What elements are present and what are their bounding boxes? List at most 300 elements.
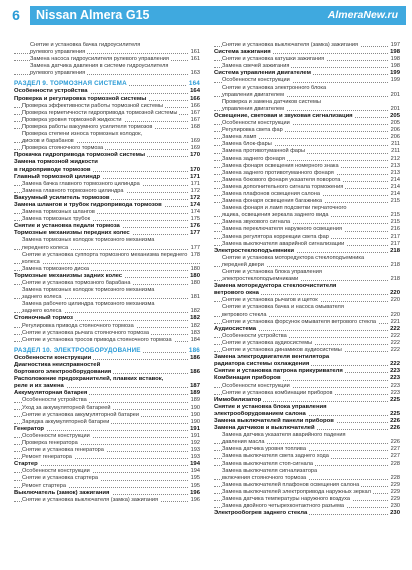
toc-entry-title: Электростеклоподъемники	[214, 247, 294, 254]
toc-entry	[214, 255, 400, 262]
toc-page-number: 186	[190, 354, 200, 361]
toc-entry	[14, 195, 200, 202]
toc-page-number: 186	[188, 346, 200, 354]
toc-entry	[14, 138, 200, 145]
toc-page-number: 195	[190, 482, 200, 489]
toc-page-number: 169	[190, 145, 200, 152]
toc-page-number: 215	[390, 212, 400, 219]
toc-page-number: 220	[390, 290, 400, 297]
toc-page-number: 225	[390, 410, 400, 417]
toc-entry	[214, 425, 400, 432]
toc-entry-title: электрооборудованием салона	[214, 410, 306, 417]
toc-entry-title: Снятие и установка патрона прикуривателя	[214, 368, 343, 375]
toc-entry-title: Замена бокового фонаря указателя поворота	[222, 176, 341, 183]
toc-entry-title: Проверка эффективности работы тормозной системы	[22, 102, 163, 109]
toc-entry	[214, 219, 400, 226]
toc-entry	[214, 170, 400, 177]
toc-entry-title: Снятие и установка форсунок омывателя ветрового стекла	[222, 318, 377, 325]
toc-page-number: 217	[390, 233, 400, 240]
toc-page-number: 220	[390, 311, 400, 318]
toc-page-number: 180	[190, 265, 200, 272]
toc-entry-title: заднего колеса	[22, 294, 62, 301]
toc-entry-title: Тормозные механизмы передних колес	[14, 230, 130, 237]
toc-entry	[14, 383, 200, 390]
toc-entry-title: Замена датчиков и выключателей	[214, 425, 315, 432]
toc-entry-title: Замена главного тормозного цилиндра	[22, 187, 124, 194]
toc-entry-title: Проверка герметичности гидропривода тормозной системы	[22, 109, 178, 116]
toc-page-number: 223	[390, 382, 400, 389]
toc-entry	[14, 483, 200, 490]
toc-entry-title: Проверка работы вакуумного усилителя тормозов	[22, 123, 153, 130]
toc-page-number: 169	[190, 138, 200, 145]
toc-entry	[214, 248, 400, 255]
toc-entry	[14, 497, 200, 504]
toc-entry	[214, 503, 400, 510]
toc-entry-title: Снятие и установка комбинации приборов	[222, 389, 333, 396]
toc-entry-title: Замена ламп	[222, 134, 257, 141]
page-number: 6	[6, 6, 26, 25]
toc-entry	[14, 88, 200, 95]
toc-entry	[214, 326, 400, 333]
toc-entry-title: Система зажигания	[214, 49, 271, 56]
toc-entry	[214, 446, 400, 453]
toc-entry	[214, 49, 400, 56]
toc-entry-title: Замена выключателя аварийной сигнализации	[222, 240, 345, 247]
toc-entry-title: Генератор	[14, 425, 45, 432]
toc-entry-title: рулевого управления	[30, 49, 86, 56]
toc-entry	[214, 290, 400, 297]
toc-entry	[14, 174, 200, 181]
toc-entry-title: Замена датчика давления в системе гидроусилителя	[30, 63, 169, 70]
toc-page-number: 194	[190, 461, 200, 468]
toc-entry-title: дисков и барабанов	[22, 138, 74, 145]
toc-entry-title: Снятие и установка аудиосистемы	[222, 339, 313, 346]
toc-page-number: 177	[190, 230, 200, 237]
toc-entry-title: Замена дополнительного сигнала торможения	[222, 183, 344, 190]
toc-entry-title: Стояночный тормоз	[14, 315, 73, 322]
toc-entry	[214, 42, 400, 49]
toc-entry-title: ящика, освещения зеркала заднего вида	[222, 212, 329, 219]
toc-page-number: 183	[190, 329, 200, 336]
toc-page-number: 164	[188, 80, 200, 88]
toc-page-number: 218	[390, 261, 400, 268]
toc-page-number: 215	[390, 219, 400, 226]
toc-entry	[214, 496, 400, 503]
toc-entry-title: давления масла	[222, 439, 265, 446]
toc-entry-title: Освещение, световая и звуковая сигнализация	[214, 112, 353, 119]
toc-entry	[14, 355, 200, 362]
toc-entry-title: бортового электрооборудования	[14, 369, 112, 376]
toc-entry	[14, 475, 200, 482]
toc-entry	[214, 432, 400, 439]
toc-page-number: 175	[190, 216, 200, 223]
toc-entry	[214, 390, 400, 397]
toc-page-number: 199	[390, 70, 400, 77]
toc-entry-title: Замена бачка главного тормозного цилиндра	[22, 180, 140, 187]
toc-entry	[214, 205, 400, 212]
toc-entry	[214, 461, 400, 468]
toc-entry	[14, 405, 200, 412]
toc-entry-title: Регулировка привода стояночного тормоза	[22, 322, 134, 329]
toc-page-number: 199	[390, 77, 400, 84]
toc-entry-title: Особенности конструкции	[222, 77, 290, 84]
toc-entry	[214, 404, 400, 411]
toc-entry-title: Замена электродвигателя вентилятора	[214, 354, 330, 361]
toc-page-number: 174	[190, 209, 200, 216]
toc-entry-title: Диагностика неисправностей	[14, 361, 101, 368]
toc-entry	[214, 375, 400, 382]
toc-entry	[14, 294, 200, 301]
toc-entry-title: рулевого управления	[30, 70, 86, 77]
toc-entry-title: Замена тормозных трубок	[22, 216, 91, 223]
toc-entry	[214, 482, 400, 489]
toc-entry-title: Замена фонаря освещения номерного знака	[222, 162, 339, 169]
toc-page-number: 222	[390, 361, 400, 368]
toc-entry-title: Снятие и установка педали тормоза	[14, 223, 120, 230]
toc-entry	[214, 85, 400, 92]
page-header	[0, 0, 412, 30]
toc-page-number: 198	[390, 49, 400, 56]
toc-entry-title: Снятие и установка стартера	[22, 475, 98, 482]
toc-entry	[214, 269, 400, 276]
toc-entry-title: Снятие и установка электронного блока	[222, 84, 327, 91]
toc-entry-title: Ремонт генератора	[22, 454, 72, 461]
toc-entry-title: РАЗДЕЛ 10. ЭЛЕКТРООБОРУДОВАНИЕ	[14, 346, 141, 354]
toc-entry	[14, 56, 200, 63]
toc-entry-title: электростеклоподъемниками	[222, 276, 299, 283]
toc-page-number: 191	[190, 425, 200, 432]
leader-dots	[14, 465, 200, 466]
toc-entry	[214, 113, 400, 120]
toc-page-number: 229	[390, 488, 400, 495]
toc-entry	[14, 419, 200, 426]
toc-entry	[14, 280, 200, 287]
toc-entry	[14, 266, 200, 273]
toc-entry-title: Замена фонаря и ламп подсветки перчаточного	[222, 205, 347, 212]
toc-entry	[214, 77, 400, 84]
toc-entry-title: Снятие и установка рычагов и щеток	[222, 297, 318, 304]
toc-page-number: 170	[190, 166, 200, 173]
toc-entry	[14, 362, 200, 369]
toc-entry	[214, 276, 400, 283]
toc-entry-title: Ремонт стартера	[22, 482, 66, 489]
toc-entry-title: заднего колеса	[22, 308, 62, 315]
toc-entry	[214, 70, 400, 77]
toc-entry	[14, 181, 200, 188]
toc-page-number: 206	[390, 134, 400, 141]
toc-entry-title: Замена свечей зажигания	[222, 63, 290, 70]
toc-page-number: 201	[390, 91, 400, 98]
toc-entry	[14, 216, 200, 223]
toc-page-number: 171	[190, 173, 200, 180]
toc-entry-title: Замена насоса гидроусилителя рулевого управления	[30, 56, 169, 63]
toc-page-number: 193	[190, 447, 200, 454]
toc-page-number: 190	[190, 404, 200, 411]
toc-page-number: 230	[390, 503, 400, 510]
toc-page-number: 205	[390, 112, 400, 119]
toc-entry	[214, 304, 400, 311]
toc-entry	[214, 361, 400, 368]
toc-page-number: 217	[390, 240, 400, 247]
toc-entry-title: Снятие и установка аккумуляторной батареи	[22, 411, 140, 418]
toc-page-number: 218	[390, 247, 400, 254]
toc-entry	[214, 234, 400, 241]
toc-entry	[214, 354, 400, 361]
toc-entry-title: Замена регулятора коррекции света фар	[222, 233, 329, 240]
toc-entry	[214, 383, 400, 390]
toc-page-number: 190	[190, 418, 200, 425]
toc-entry	[14, 237, 200, 244]
toc-entry	[14, 412, 200, 419]
toc-entry-title: Замена шлангов и трубок гидропривода тормозов	[14, 201, 162, 208]
toc-entry	[14, 447, 200, 454]
toc-entry-title: Снятие и установка блока управления	[214, 403, 327, 410]
toc-entry	[214, 241, 400, 248]
toc-entry-title: переднего колеса	[22, 244, 69, 251]
toc-page-number: 176	[190, 223, 200, 230]
toc-entry-title: Расположение предохранителей, плавких вставок,	[14, 376, 164, 383]
toc-entry	[214, 411, 400, 418]
toc-page-number: 194	[190, 468, 200, 475]
toc-entry-title: Регулировка света фар	[222, 127, 283, 134]
toc-entry	[214, 368, 400, 375]
toc-entry-title: Снятие и установка тормозного барабана	[22, 280, 131, 286]
toc-entry-title: Особенности конструкции	[14, 354, 92, 361]
toc-page-number: 226	[390, 439, 400, 446]
toc-entry-title: Замена заднего фонаря	[222, 155, 285, 162]
toc-entry	[14, 209, 200, 216]
toc-page-number: 229	[390, 496, 400, 502]
toc-entry-title: Снятие и установка рычага стояночного тормоза	[22, 329, 149, 336]
toc-entry-title: Замена выключателей панели приборов	[214, 417, 334, 424]
toc-page-number: 182	[190, 315, 200, 322]
site-name: AlmeraNew.ru	[327, 9, 398, 21]
toc-entry	[214, 127, 400, 134]
toc-entry	[14, 426, 200, 433]
toc-page-number: 171	[190, 180, 200, 187]
toc-entry	[14, 159, 200, 166]
toc-page-number: 206	[390, 127, 400, 134]
toc-entry-title: Замена выключателя света заднего хода	[222, 453, 329, 460]
toc-entry	[214, 99, 400, 106]
toc-entry	[214, 489, 400, 496]
toc-entry	[214, 141, 400, 148]
toc-page-number: 180	[190, 280, 200, 286]
toc-entry-title: ветрового окна	[214, 290, 259, 297]
toc-page-number: 180	[190, 272, 200, 279]
toc-page-number: 226	[390, 417, 400, 424]
toc-entry	[14, 103, 200, 110]
toc-entry-title: Снятие и установка выключателя (замка) зажигания	[222, 42, 359, 48]
toc-entry-title: Замена фонаря освещения багажника	[222, 198, 322, 205]
toc-entry-title: Главный тормозной цилиндр	[14, 173, 101, 180]
toc-entry	[214, 297, 400, 304]
toc-page-number: 172	[190, 194, 200, 201]
toc-entry-title: в гидроприводе тормозов	[14, 166, 91, 173]
toc-entry	[214, 468, 400, 475]
book-title: Nissan Almera G15	[36, 8, 150, 22]
toc-entry	[214, 319, 400, 326]
toc-page-number: 222	[390, 339, 400, 346]
toc-entry	[14, 273, 200, 280]
toc-page-number: 196	[190, 496, 200, 503]
toc-entry-title: Проверка и замена датчиков системы	[222, 98, 321, 105]
toc-entry-title: Прокачка гидропривода тормозной системы	[14, 152, 146, 159]
toc-section-heading	[14, 347, 200, 355]
toc-entry-title: ветрового стекла	[222, 311, 267, 318]
toc-entry	[214, 92, 400, 99]
toc-page-number: 166	[190, 95, 200, 102]
toc-entry-title: Проверка степени износа тормозных колодок,	[22, 131, 143, 138]
toc-entry-title: Замена двойного четырехконтактного разъема	[222, 503, 345, 510]
toc-entry	[214, 340, 400, 347]
toc-entry	[214, 475, 400, 482]
toc-page-number: 205	[390, 120, 400, 127]
toc-page-number: 167	[190, 116, 200, 123]
toc-entry-title: Особенности устройства	[22, 397, 87, 404]
toc-entry-title: включения стояночного тормоза	[222, 474, 307, 481]
toc-entry	[14, 461, 200, 468]
toc-entry-title: Замена тормозного диска	[22, 265, 90, 272]
toc-page-number: 222	[390, 325, 400, 332]
toc-section-heading	[14, 80, 200, 88]
toc-entry	[14, 145, 200, 152]
toc-entry	[214, 120, 400, 127]
toc-entry	[14, 390, 200, 397]
toc-entry-title: Снятие и установка генератора	[22, 447, 104, 454]
toc-entry-title: Тормозные механизмы задних колес	[14, 272, 123, 279]
toc-entry	[214, 226, 400, 233]
toc-page-number: 222	[390, 347, 400, 354]
toc-entry	[14, 124, 200, 131]
toc-page-number: 184	[190, 336, 200, 343]
toc-right-column	[214, 42, 400, 517]
toc-entry	[14, 110, 200, 117]
toc-entry	[14, 433, 200, 440]
toc-entry	[14, 131, 200, 138]
toc-entry-title: Особенности устройства	[222, 332, 287, 339]
toc-entry	[214, 56, 400, 63]
toc-entry	[14, 315, 200, 322]
toc-entry	[214, 106, 400, 113]
toc-entry-title: Иммобилизатор	[214, 396, 262, 403]
toc-page-number: 223	[390, 389, 400, 396]
toc-entry-title: Аудиосистема	[214, 325, 257, 332]
toc-entry-title: Замена выключателей плафонов освещения салона	[222, 481, 360, 488]
toc-entry	[214, 134, 400, 141]
toc-entry-title: Проверка уровня тормозной жидкости	[22, 116, 122, 123]
toc-entry-title: Замена звукового сигнала	[222, 219, 291, 226]
toc-entry	[14, 252, 200, 266]
toc-entry	[14, 323, 200, 330]
toc-entry	[14, 167, 200, 174]
toc-entry-title: Замена переключателя наружного освещения	[222, 226, 343, 233]
toc-page-number: 220	[390, 297, 400, 304]
toc-entry-title: Система управления двигателем	[214, 70, 311, 77]
toc-page-number: 189	[190, 397, 200, 404]
toc-entry	[214, 418, 400, 425]
toc-entry-title: РАЗДЕЛ 9. ТОРМОЗНАЯ СИСТЕМА	[14, 80, 127, 88]
toc-entry-title: Замена выключателя сигнализатора	[222, 467, 318, 474]
toc-entry-title: Снятие и установка блока управления	[222, 269, 322, 275]
toc-entry-title: управления двигателем	[222, 105, 284, 112]
toc-entry	[214, 262, 400, 269]
toc-entry	[214, 148, 400, 155]
toc-entry	[214, 163, 400, 170]
toc-page-number: 223	[390, 375, 400, 382]
toc-page-number: 166	[190, 102, 200, 109]
toc-entry-title: Замена датчика температуры наружного воздуха	[222, 496, 350, 502]
toc-page-number: 216	[390, 226, 400, 233]
toc-page-number: 227	[390, 453, 400, 460]
toc-page-number: 198	[390, 56, 400, 63]
toc-page-number: 174	[190, 201, 200, 208]
toc-entry	[14, 468, 200, 475]
toc-entry-title: реле и их замена	[14, 383, 64, 390]
toc-page-number: 211	[391, 141, 400, 148]
toc-entry-title: Снятие и установка выключателя (замка) зажигания	[22, 496, 159, 503]
toc-entry	[14, 330, 200, 337]
toc-entry	[214, 510, 400, 517]
toc-page-number: 167	[190, 109, 200, 116]
toc-page-number: 227	[390, 446, 400, 453]
toc-entry-title: Снятие и установка суппорта тормозного механизма переднего колеса	[22, 251, 188, 265]
toc-entry	[214, 453, 400, 460]
toc-entry	[214, 63, 400, 70]
toc-page-number: 214	[390, 183, 400, 190]
toc-page-number: 198	[390, 63, 400, 70]
toc-entry	[214, 184, 400, 191]
toc-entry	[14, 490, 200, 497]
toc-entry-title: Замена выключателя стоп-сигнала	[222, 460, 314, 467]
toc-entry	[14, 117, 200, 124]
toc-entry	[14, 42, 200, 49]
toc-entry-title: Особенности устройства	[14, 88, 88, 95]
toc-entry-title: Особенности конструкции	[22, 432, 90, 439]
toc-entry-title: Стартер	[14, 461, 38, 468]
toc-page-number: 223	[390, 368, 400, 375]
toc-page-number: 228	[390, 474, 400, 481]
toc-entry-title: Замена плафонов освещения салона	[222, 190, 320, 197]
toc-page-number: 182	[190, 322, 200, 329]
toc-entry	[14, 49, 200, 56]
toc-page-number: 212	[390, 155, 400, 162]
toc-entry-title: Замена противотуманной фары	[222, 148, 306, 155]
toc-entry	[214, 397, 400, 404]
toc-entry	[214, 312, 400, 319]
toc-entry	[14, 188, 200, 195]
toc-page-number: 221	[390, 318, 400, 325]
toc-page-number: 190	[190, 411, 200, 418]
toc-entry	[214, 177, 400, 184]
toc-page-number: 193	[190, 454, 200, 461]
toc-left-column	[14, 42, 200, 504]
toc-entry-title: Электрообогрев заднего стекла	[214, 510, 308, 517]
toc-entry-title: Снятие и установка бачка гидроусилителя	[30, 42, 141, 48]
toc-entry	[14, 63, 200, 70]
toc-page-number: 230	[390, 510, 400, 517]
toc-entry-title: Снятие и установка тросов привода стояночного тормоза	[22, 336, 172, 343]
toc-page-number: 163	[190, 70, 200, 77]
toc-page-number: 161	[190, 56, 200, 63]
toc-page-number: 186	[190, 369, 200, 376]
toc-entry-title: Замена выключателей электропривода наружных зеркал	[222, 488, 371, 495]
toc-entry-title: радиатора системы охлаждения	[214, 361, 310, 368]
toc-entry-title: Вакуумный усилитель тормозов	[14, 194, 110, 201]
toc-page-number: 177	[190, 244, 200, 251]
toc-entry-title: Проверка стояночного тормоза	[22, 145, 104, 152]
toc-page-number: 181	[190, 294, 200, 301]
